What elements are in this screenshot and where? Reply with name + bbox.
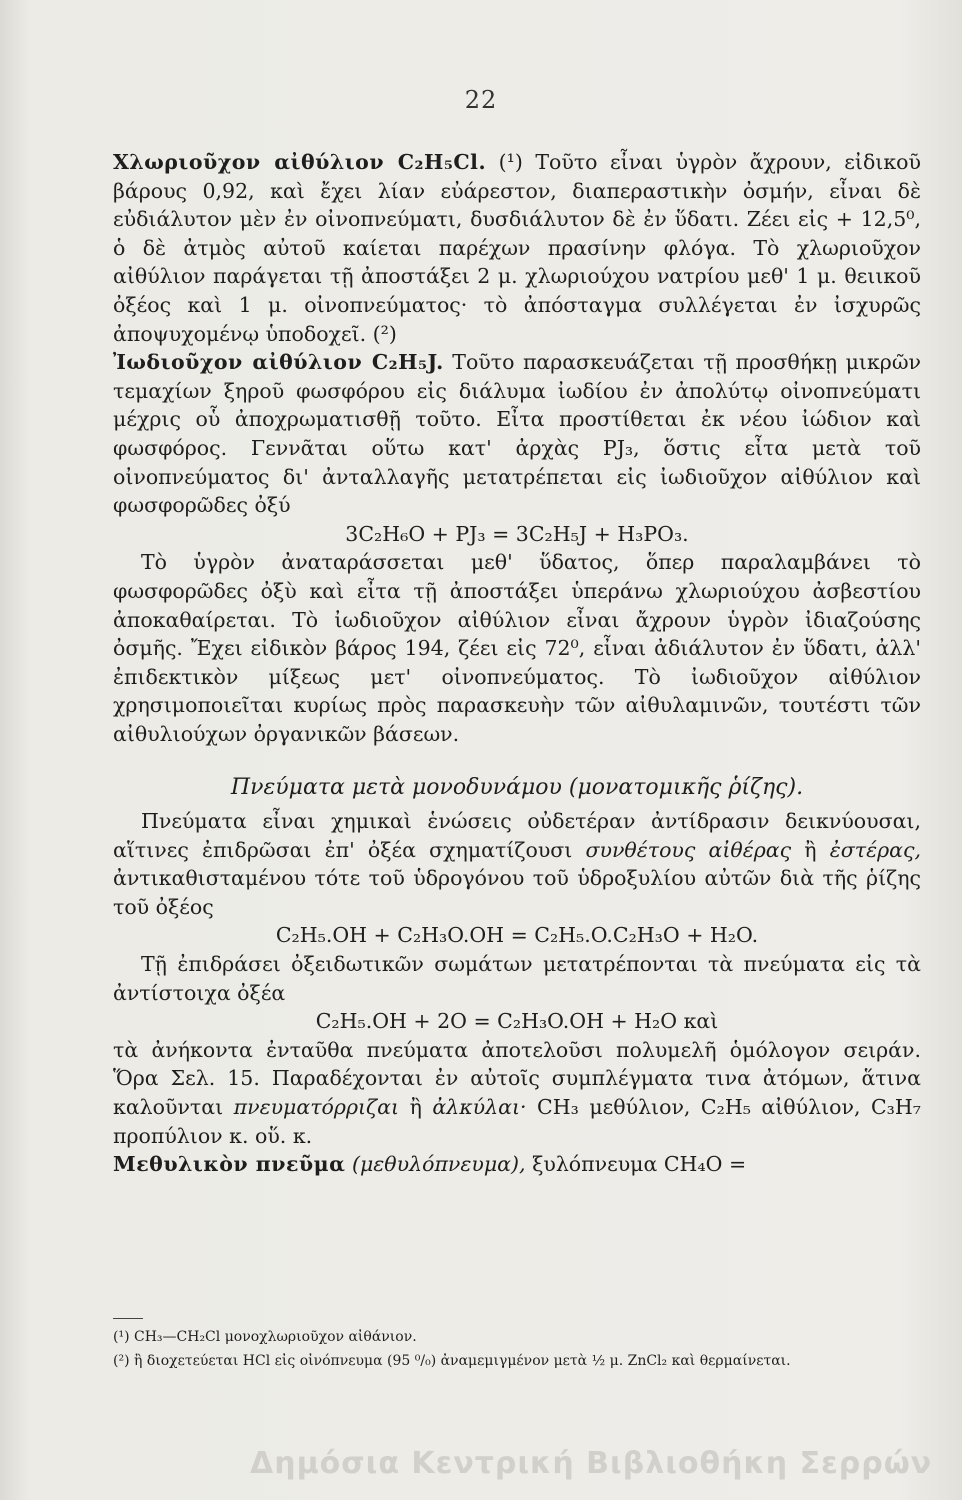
term-methylopneuma: (μεθυλόπνευμα),	[351, 1152, 526, 1177]
footnotes	[113, 1318, 921, 1373]
formula-ethyl-iodide: 3C₂H₆O + PJ₃ = 3C₂H₅J + H₃PO₃.	[345, 521, 689, 546]
text-alcohols-a: Πνεύματα εἶναι χημικαὶ ἑνώσεις οὐδετέραν ἀντίδρασιν δεικνύουσαι, αἵτινες ἐπιδρῶσαι ἐπ' ὀξέα σχηματίζουσι	[113, 809, 921, 862]
text-ethyl-chloride: (¹) Τοῦτο εἶναι ὑγρὸν ἄχρουν, εἰδικοῦ βάρους 0,92, καὶ ἔχει λίαν εὐάρεστον, διαπεραστικὴν ὀσμήν, εἶναι δὲ εὐδιάλυτον μὲν ἐν οἰνοπνεύματι, δυσδιάλυτον δὲ ἐν ὕδατι. Ζέει εἰς + 12,5⁰, ὁ δὲ ἀτμὸς αὐτοῦ καίεται παρέχων πρασίνην φλόγα. Τὸ χλωριοῦχον αἰθύλιον παράγεται τῇ ἀποστάξει 2 μ. χλωριούχου νατρίου μεθ' 1 μ. θειικοῦ ὀξέος καὶ 1 μ. οἰνοπνεύματος· τὸ ἀπόσταγμα συλλέγεται ἐν ἰσχυρῶς ἀποψυχομένῳ ὑποδοχεῖ. (²)	[113, 150, 921, 346]
term-alcohol-radicals: πνευματόρριζαι	[233, 1095, 400, 1119]
term-alkyls: ἀλκύλαι·	[432, 1095, 527, 1119]
footnote-1: (¹) CH₃—CH₂Cl μονοχλωριοῦχον αἰθάνιον.	[113, 1329, 417, 1345]
text-ethyl-iodide: Τοῦτο παρασκευάζεται τῇ προσθήκῃ μικρῶν τεμαχίων ξηροῦ φωσφόρου εἰς διάλυμα ἰωδίου ἐν ἀπολύτῳ οἰνοπνεύματι μέχρις οὗ ἀποχρωματισθῇ τοῦτο. Εἶτα προστίθεται ἐκ νέου ἰώδιον καὶ φωσφόρος. Γεννᾶται οὕτω κατ' ἀρχὰς PJ₃, ὅστις εἶτα μετὰ τοῦ οἰνοπνεύματος δι' ἀνταλλαγῆς μετατρέπεται εἰς ἰωδιοῦχον αἰθύλιον καὶ φωσφορῶδες ὀξύ	[113, 350, 921, 518]
heading-methyl-alcohol: Μεθυλικὸν πνεῦμα	[113, 1152, 346, 1177]
heading-ethyl-chloride: Χλωριοῦχον αἰθύλιον C₂H₅Cl.	[113, 150, 487, 174]
text-series-a: τὰ ἀνήκοντα ἐνταῦθα πνεύματα ἀποτελοῦσι πολυμελῆ ὁμόλογον σειράν. Ὅρα Σελ. 15. Παραδέχονται ἐν αὐτοῖς συμπλέγματα τινα ἀτόμων, ἅτινα καλοῦνται	[113, 1037, 921, 1119]
paragraph-methyl-alcohol	[113, 1150, 921, 1179]
term-esters: ἐστέρας,	[829, 837, 921, 862]
text-methyl-alcohol: ξυλόπνευμα CH₄O =	[532, 1152, 747, 1177]
term-compound-ethers: συνθέτους αἰθέρας	[585, 837, 792, 862]
section-title: Πνεύματα μετὰ μονοδυνάμου (μονατομικῆς ῥίζης).	[230, 775, 804, 801]
paragraph-ethyl-iodide-properties: Τὸ ὑγρὸν ἀναταράσσεται μεθ' ὕδατος, ὅπερ παραλαμβάνει τὸ φωσφορῶδες ὀξὺ καὶ εἶτα τῇ ἀποστάξει ὑπεράνω χλωριούχου ἀσβεστίου ἀποκαθαίρεται. Τὸ ἰωδιοῦχον αἰθύλιον εἶναι ἄχρουν ὑγρὸν ἰδιαζούσης ὀσμῆς. Ἔχει εἰδικὸν βάρος 194, ζέει εἰς 72⁰, εἶναι ἀδιάλυτον ἐν ὕδατι, ἀλλ' ἐπιδεκτικὸν μίξεως μετ' οἰνοπνεύματος. Τὸ ἰωδιοῦχον αἰθύλιον χρησιμοποιεῖται κυρίως πρὸς παρασκευὴν τῶν αἰθυλαμινῶν, τουτέστι τῶν αἰθυλιούχων ὀργανικῶν βάσεων.	[113, 550, 921, 746]
footnote-2: (²) ἢ διοχετεύεται HCl εἰς οἰνόπνευμα (95 ⁰/₀) ἀναμεμιγμένον μετὰ ½ μ. ZnCl₂ καὶ θερμαίνεται.	[113, 1353, 791, 1369]
heading-ethyl-iodide: Ἰωδιοῦχον αἰθύλιον C₂H₅J.	[113, 350, 444, 375]
page-body	[113, 148, 921, 1179]
footnote-divider	[113, 1318, 143, 1319]
text-alcohols-or: ἢ	[804, 837, 817, 862]
text-alcohols-c: ἀντικαθισταμένου τότε τοῦ ὑδρογόνου τοῦ ὑδροξυλίου αὐτῶν διὰ τῆς ῥίζης τοῦ ὀξέος	[113, 866, 921, 919]
page-number: 22	[464, 86, 498, 114]
paragraph-ethyl-iodide	[113, 348, 921, 520]
text-series-c: CH₃ μεθύλιον, C₂H₅ αἰθύλιον, C₃H₇ προπύλιον κ. οὕ. κ.	[113, 1095, 921, 1148]
formula-oxidation: C₂H₅.OH + 2O = C₂H₃O.OH + H₂O καὶ	[315, 1009, 719, 1034]
paragraph-oxidation: Τῇ ἐπιδράσει ὀξειδωτικῶν σωμάτων μετατρέπονται τὰ πνεύματα εἰς τὰ ἀντίστοιχα ὀξέα	[113, 952, 921, 1005]
paragraph-alcohols-definition	[113, 807, 921, 921]
text-series-or: ἢ	[409, 1095, 422, 1119]
library-stamp: Δημόσια Κεντρική Βιβλιοθήκη Σερρών	[250, 1446, 933, 1481]
paragraph-ethyl-chloride	[113, 148, 921, 348]
formula-esterification: C₂H₅.OH + C₂H₃O.OH = C₂H₅.O.C₂H₃O + H₂O.	[275, 923, 759, 948]
paragraph-homologous-series	[113, 1036, 921, 1150]
